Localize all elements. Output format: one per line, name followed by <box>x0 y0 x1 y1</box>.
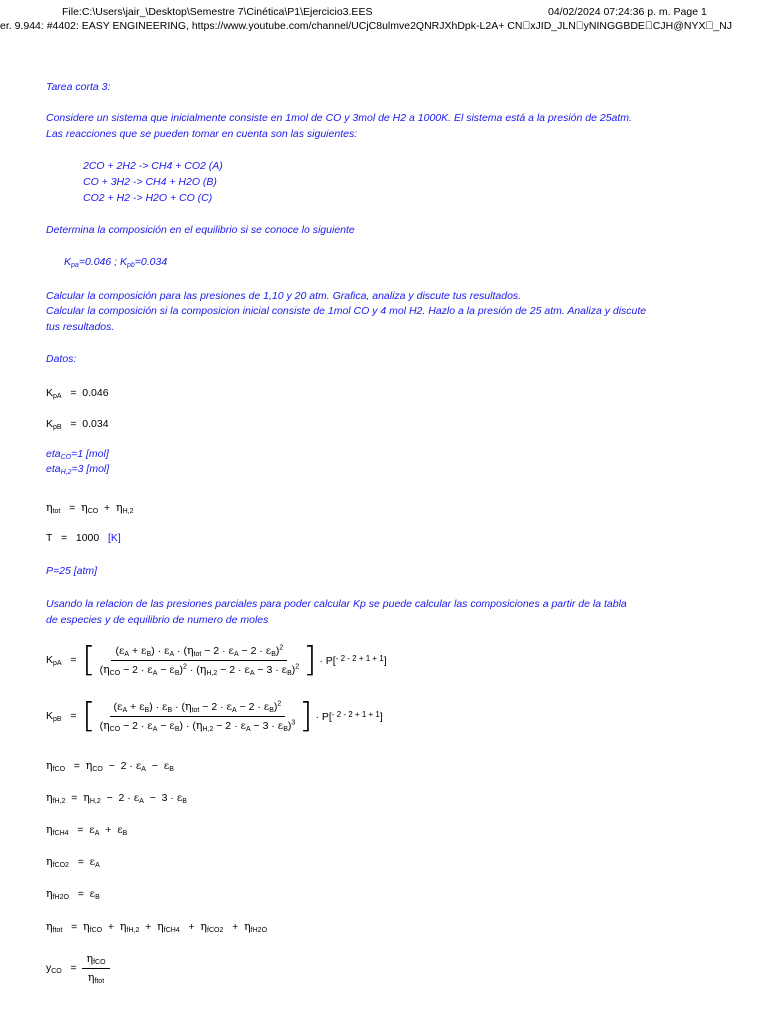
kp-given-values: $K_{pa}=0.046$ ; $K_{pb}=0.034$ <box>64 256 168 269</box>
eta-fco2-equation: $\eta_{fCO2} = \varepsilon_A$ <box>46 855 100 869</box>
kpa-full-equation: $K_{pA}$ = [ $\frac{(\varepsilon_A + \varepsilon_B) \cdot \varepsilon_A \cdot (\eta_{tot} - 2 \cdot \varepsilon_A - 2 \cdot \varepsilon_B)^2}{(\eta_{CO} - 2 \cdot \varepsilon_A - \varepsilon_B)^2 \cdot (\eta_{H,2} - 2 \cdot \varepsilon_A - 3 \cdot \varepsilon_B)^2}$ ] · P[$^{- 2 - 2 + 1 + 1}$] <box>46 640 387 680</box>
kpb-full-equation: $K_{pB}$ = [ $\frac{(\varepsilon_A + \varepsilon_B) \cdot \varepsilon_B \cdot (\eta_{tot} - 2 \cdot \varepsilon_A - 2 \cdot \varepsilon_B)^2}{(\eta_{CO} - 2 \cdot \varepsilon_A - \varepsilon_B) \cdot (\eta_{H,2} - 2 \cdot \varepsilon_A - 3 \cdot \varepsilon_B)^3}$ ] · P[$^{- 2 - 2 + 1 + 1}$] <box>46 696 383 736</box>
datetime-page: 04/02/2024 07:24:36 p. m. Page 1 <box>548 6 707 18</box>
calc-line-3: tus resultados. <box>46 321 115 333</box>
datos-comment: Datos: <box>46 353 77 365</box>
eta-co-comment: eta$_{CO}$=1 [mol] <box>46 448 109 461</box>
relation-line-2: de especies y de equilibrio de numero de moles <box>46 614 269 626</box>
intro-line-2: Las reacciones que se pueden tomar en cuenta son las siguientes: <box>46 128 358 140</box>
eta-ftot-equation: $\eta_{ftot} = \eta_{fCO} + \eta_{fH,2} + \eta_{fCH4} + \eta_{fCO2} + \eta_{fH2O}$ <box>46 920 268 934</box>
y-co-equation: $y_{CO}$ = $\frac{\eta_{fCO}}{\eta_{ftot}}$ <box>46 952 110 985</box>
eta-fch4-equation: $\eta_{fCH4} = \varepsilon_A + \varepsilon_B$ <box>46 823 128 837</box>
eta-h2-comment: eta$_{H,2}$=3 [mol] <box>46 463 110 476</box>
reaction-a: 2CO + 2H2 -> CH4 + CO2 (A) <box>83 160 223 172</box>
temperature-equation: T = 1000 [K] <box>46 532 121 544</box>
kpa-equation: $K_{pA} = 0.046$ <box>46 387 109 400</box>
kpb-equation: $K_{pB} = 0.034$ <box>46 418 109 431</box>
eta-tot-equation: $\eta_{tot} = \eta_{CO} + \eta_{H,2}$ <box>46 501 134 515</box>
intro-line-1: Considere un sistema que inicialmente consiste en 1mol de CO y 3mol de H2 a 1000K. El sistema está a la presión de 25atm. <box>46 112 632 124</box>
title-comment: Tarea corta 3: <box>46 81 111 93</box>
calc-line-1: Calcular la composición para las presiones de 1,10 y 20 atm. Grafica, analiza y discute tus resultados. <box>46 290 522 302</box>
eta-fh2-equation: $\eta_{fH,2} = \eta_{H,2} - 2 \cdot \varepsilon_A - 3 \cdot \varepsilon_B$ <box>46 791 187 805</box>
pressure-comment: P=25 [atm] <box>46 565 98 577</box>
eta-fco-equation: $\eta_{fCO} = \eta_{CO} - 2 \cdot \varepsilon_A - \varepsilon_B$ <box>46 759 174 773</box>
reaction-b: CO + 3H2 -> CH4 + H2O (B) <box>83 176 217 188</box>
version-line: er. 9.944: #4402: EASY ENGINEERING, https://www.youtube.com/channel/UCjC8ulmve2QNRJXhDpk-L2A+ CN xJID_JLN yNINGGBDE CJH@NYX _NJ <box>0 20 733 32</box>
determine-comment: Determina la composición en el equilibrio si se conoce lo siguiente <box>46 224 355 236</box>
calc-line-2: Calcular la composición si la composicion inicial consiste de 1mol CO y 4 mol H2. Hazlo a la presión de 25 atm. Analiza y discute <box>46 305 647 317</box>
eta-fh2o-equation: $\eta_{fH2O} = \varepsilon_B$ <box>46 887 100 901</box>
file-path: File:C:\Users\jair_\Desktop\Semestre 7\Cinética\P1\Ejercicio3.EES <box>62 6 373 18</box>
reaction-c: CO2 + H2 -> H2O + CO (C) <box>83 192 213 204</box>
relation-line-1: Usando la relacion de las presiones parciales para poder calcular Kp se puede calcular las composiciones a partir de la tabla <box>46 598 627 610</box>
